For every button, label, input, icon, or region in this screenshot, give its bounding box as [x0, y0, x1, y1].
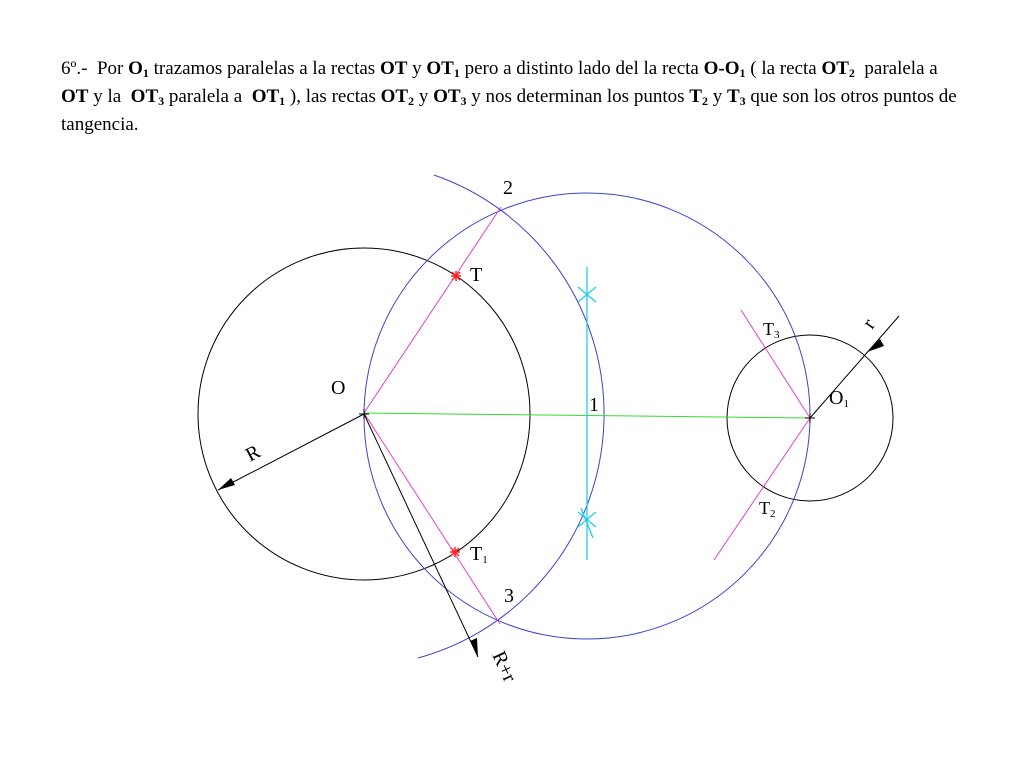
- text-run: y: [712, 86, 723, 107]
- label-radius-r: r: [858, 314, 880, 333]
- label-midpoint-1: 1: [589, 394, 599, 416]
- label-intersection-2: 2: [503, 177, 513, 199]
- label-T1: T1: [470, 543, 488, 566]
- text-run: paralela a: [864, 58, 938, 79]
- text-run: trazamos paralelas a la rectas: [153, 58, 376, 79]
- text-bold: $OT_1$: [426, 58, 460, 80]
- text-bold: $T_2$: [689, 86, 708, 108]
- center-point-O: [359, 409, 369, 419]
- dimension-line-R: [218, 414, 364, 490]
- label-radius-R: R: [242, 440, 265, 467]
- text-run: ( la: [750, 58, 776, 79]
- line-O1-T2: [714, 418, 810, 560]
- tangency-point-T: [451, 271, 461, 281]
- text-bold: $OT_1$: [251, 86, 286, 108]
- text-bold: $T_3$: [726, 86, 746, 108]
- line-O-3: [364, 413, 500, 624]
- text-run: y la: [93, 86, 122, 107]
- step-number: 6º.-: [61, 58, 88, 79]
- text-bold: $OT_3$: [130, 86, 165, 108]
- label-T2: T2: [759, 498, 776, 520]
- text-bold: OT: [61, 86, 89, 107]
- line-O1-T3: [741, 310, 810, 418]
- arrowhead-R: [218, 478, 235, 490]
- text-run: y: [418, 86, 429, 107]
- tangency-point-T1: [450, 547, 460, 557]
- label-intersection-3: 3: [504, 585, 514, 607]
- line-O-2: [364, 207, 501, 413]
- text-run: puntos: [633, 86, 685, 107]
- text-bold: $OT_3$: [433, 86, 467, 108]
- text-run: Por: [96, 58, 124, 79]
- dimension-line-r: [810, 316, 899, 418]
- text-bold: $O_1$: [128, 58, 149, 80]
- text-bold: $OT_2$: [380, 86, 415, 108]
- text-run: pero a distinto lado del la recta: [464, 58, 699, 79]
- text-bold: $O-O_1$: [703, 58, 746, 80]
- text-run: que son los otros puntos de tangencia.: [61, 86, 957, 135]
- text-run: paralela a: [168, 86, 243, 107]
- text-run: ), las rectas: [289, 86, 376, 107]
- label-radius-R-plus-r: R+r: [487, 647, 521, 686]
- text-bold: OT: [379, 58, 408, 79]
- label-O1: O1: [829, 387, 849, 410]
- text-run: y: [412, 58, 422, 79]
- dimension-line-R-plus-r: [364, 414, 478, 657]
- text-bold: $OT_2$: [821, 58, 855, 80]
- arrowhead-R-plus-r: [470, 638, 478, 657]
- label-O: O: [331, 377, 346, 399]
- text-run: recta: [779, 58, 817, 79]
- label-T: T: [470, 264, 483, 286]
- text-run: y nos determinan los: [471, 86, 630, 107]
- arrowhead-r: [867, 339, 884, 352]
- label-T3: T3: [763, 319, 780, 341]
